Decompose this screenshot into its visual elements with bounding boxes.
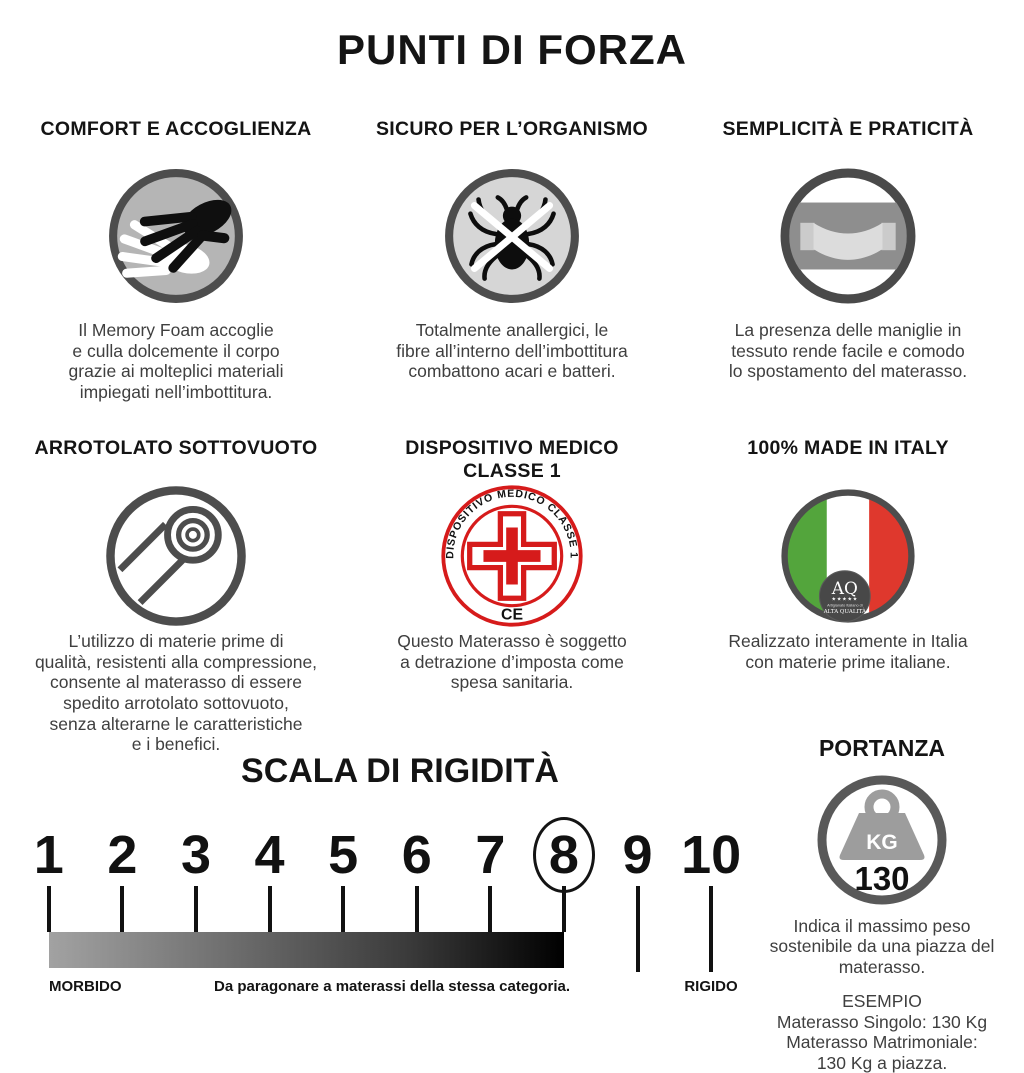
label-comparison-note: Da paragonare a materassi della stessa categoria. bbox=[213, 978, 571, 995]
feature-title: SICURO PER L’ORGANISMO bbox=[375, 118, 649, 140]
scale-slot-5: 5 bbox=[306, 824, 380, 972]
svg-text:ALTA QUALITÀ: ALTA QUALITÀ bbox=[823, 609, 866, 616]
feature-safe-organism bbox=[352, 108, 672, 435]
feature-text: Realizzato interamente in Italia con materie prime italiane. bbox=[728, 631, 968, 672]
scale-slot-4: 4 bbox=[233, 824, 307, 972]
feature-title: ARROTOLATO SOTTOVUOTO bbox=[34, 437, 318, 459]
no-dust-mites-icon bbox=[441, 165, 583, 307]
scale-slot-8-selected: 8 bbox=[527, 824, 601, 972]
feature-text: La presenza delle maniglie in tessuto rende facile e comodo lo spostamento del materasso. bbox=[728, 320, 968, 382]
hands-icon bbox=[105, 165, 247, 307]
medical-device-seal-icon bbox=[438, 482, 586, 630]
ce-mark: CE bbox=[500, 606, 524, 624]
scale-tick bbox=[488, 886, 492, 932]
selected-number-ring bbox=[533, 817, 595, 893]
feature-title: 100% MADE IN ITALY bbox=[747, 437, 949, 459]
weight-icon bbox=[812, 770, 952, 910]
portanza-title: PORTANZA bbox=[818, 735, 946, 761]
scale-tick bbox=[341, 886, 345, 932]
rigidity-gradient-bar bbox=[49, 932, 564, 968]
scale-slot-1: 1 bbox=[12, 824, 86, 972]
weight-value: 130 bbox=[854, 860, 910, 897]
rolled-mattress-icon bbox=[102, 482, 250, 630]
scale-tick bbox=[709, 886, 713, 972]
rigidity-scale bbox=[0, 752, 760, 1012]
feature-text: Il Memory Foam accoglie e culla dolcemente il corpo grazie ai molteplici materiali impiegati nell’imbottitura. bbox=[68, 320, 284, 402]
rigidity-scale-title: SCALA DI RIGIDITÀ bbox=[241, 752, 559, 790]
feature-text: L’utilizzo di materie prime di qualità, resistenti alla compressione, consente al materasso di essere spedito arrotolato sottovuoto, senza alterarne le caratteristiche e i benefici. bbox=[34, 631, 318, 755]
portanza-section bbox=[742, 735, 1022, 1073]
scale-tick bbox=[47, 886, 51, 932]
scale-tick bbox=[194, 886, 198, 932]
svg-text:AQ: AQ bbox=[831, 578, 858, 599]
scale-tick bbox=[415, 886, 419, 932]
italy-flag-icon bbox=[774, 482, 922, 630]
feature-title: COMFORT E ACCOGLIENZA bbox=[40, 118, 312, 140]
feature-text: Totalmente anallergici, le fibre all’interno dell’imbottitura combattono acari e batteri. bbox=[396, 320, 628, 382]
page-title: PUNTI DI FORZA bbox=[337, 26, 687, 73]
scale-tick bbox=[636, 886, 640, 972]
svg-text:★★★★★: ★★★★★ bbox=[831, 597, 859, 603]
scale-slot-9: 9 bbox=[601, 824, 675, 972]
medical-arc-text: DISPOSITIVO MEDICO CLASSE 1 bbox=[444, 487, 580, 559]
feature-handles bbox=[672, 108, 1024, 435]
portanza-example: ESEMPIO Materasso Singolo: 130 Kg Materasso Matrimoniale: 130 Kg a piazza. bbox=[776, 991, 988, 1073]
svg-text:Artigianato Italiano di: Artigianato Italiano di bbox=[827, 603, 863, 608]
label-rigido: RIGIDO bbox=[684, 978, 738, 995]
scale-slot-7: 7 bbox=[454, 824, 528, 972]
aq-quality-badge bbox=[819, 571, 870, 622]
scale-tick bbox=[268, 886, 272, 932]
feature-title: DISPOSITIVO MEDICO CLASSE 1 bbox=[405, 437, 619, 483]
kg-label: KG bbox=[866, 831, 898, 854]
portanza-text: Indica il massimo peso sostenibile da una piazza del materasso. bbox=[769, 916, 995, 977]
scale-slot-2: 2 bbox=[86, 824, 160, 972]
scale-slot-10: 10 bbox=[674, 824, 748, 972]
scale-tick bbox=[120, 886, 124, 932]
feature-title: SEMPLICITÀ E PRATICITÀ bbox=[722, 118, 974, 140]
scale-slot-6: 6 bbox=[380, 824, 454, 972]
label-morbido: MORBIDO bbox=[49, 978, 122, 995]
scale-slot-3: 3 bbox=[159, 824, 233, 972]
feature-comfort bbox=[0, 108, 352, 435]
feature-text: Questo Materasso è soggetto a detrazione d’imposta come spesa sanitaria. bbox=[397, 631, 627, 693]
scale-labels bbox=[0, 978, 760, 1000]
mattress-handle-icon bbox=[777, 165, 919, 307]
